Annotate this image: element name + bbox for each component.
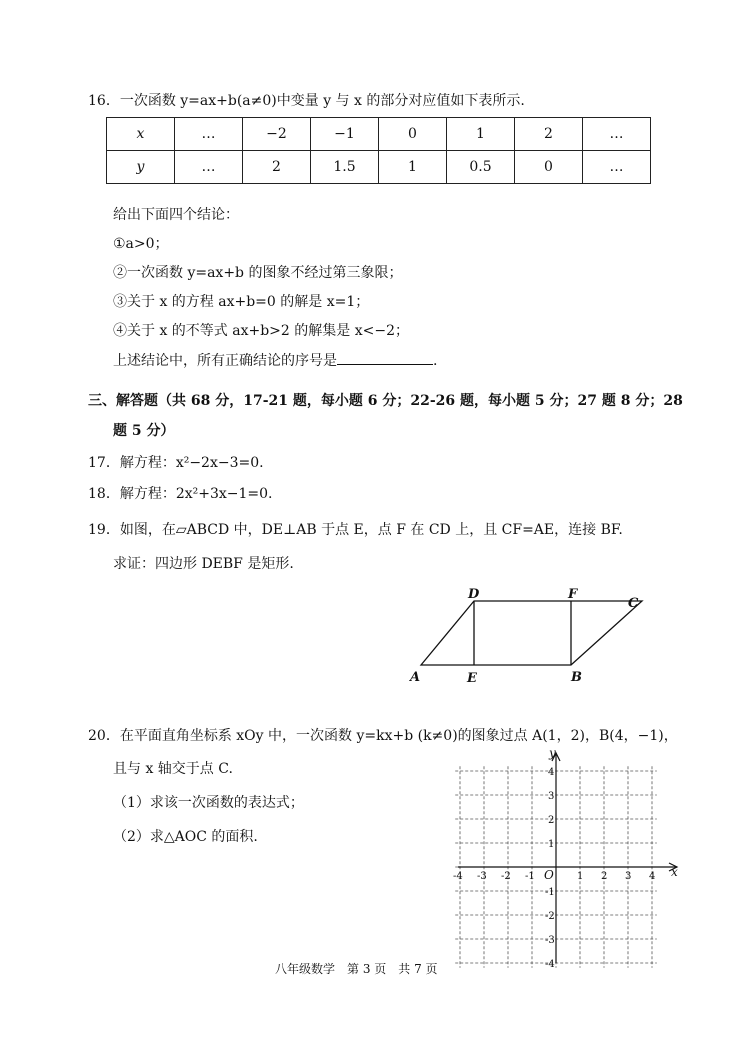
q18: 18．解方程：2x²+3x−1=0. [88,486,273,502]
table-cell: 2 [515,118,583,151]
y-tick-label: -2 [545,911,555,922]
origin-label: O [544,868,554,882]
label-b: B [571,670,582,685]
section3-header-line1: 三、解答题（共 68 分，17-21 题，每小题 6 分；22-26 题，每小题 5 分；27 题 8 分；28 [88,393,683,409]
parallelogram-figure [400,585,650,690]
y-tick-label: 3 [548,791,555,802]
table-row [107,118,651,151]
q19-prove: 求证：四边形 DEBF 是矩形. [113,556,294,572]
value-table [106,117,651,184]
y-tick-label: 2 [548,815,555,826]
label-d: D [468,587,480,602]
answer-blank [337,350,433,365]
table-cell: −1 [311,118,379,151]
parallelogram-abcd [421,601,642,665]
q16-question-text: 上述结论中，所有正确结论的序号是 [113,353,337,369]
table-cell: y [107,151,175,184]
table-cell: … [583,151,651,184]
q20-line2: 且与 x 轴交于点 C. [113,761,233,777]
table-cell: … [175,151,243,184]
q20-part2: （2）求△AOC 的面积. [113,829,258,845]
x-tick-label: 2 [601,871,608,882]
x-tick-label: -1 [525,871,535,882]
x-tick-label: 1 [577,871,584,882]
x-tick-label: 4 [649,871,656,882]
x-tick-label: -2 [501,871,511,882]
y-tick-label: -3 [545,935,555,946]
q16-intro: 给出下面四个结论： [113,207,239,223]
table-cell: 2 [243,151,311,184]
table-cell: … [583,118,651,151]
y-axis-label: y [549,746,556,760]
q20-part1: （1）求该一次函数的表达式； [113,795,304,811]
label-a: A [410,670,421,685]
y-tick-label: -4 [545,959,555,970]
table-cell: 0 [515,151,583,184]
x-tick-label: 3 [625,871,632,882]
section3-header-line2: 题 5 分） [113,423,175,439]
x-tick-label: -4 [453,871,463,882]
label-f: F [568,587,578,602]
y-tick-label: 4 [548,767,555,778]
q19-stem: 19．如图，在▱ABCD 中，DE⊥AB 于点 E，点 F 在 CD 上，且 CF=AE，连接 BF. [88,522,623,538]
table-cell: 1 [379,151,447,184]
q16-conclusion-2: ②一次函数 y=ax+b 的图象不经过第三象限； [113,265,403,281]
label-c: C [628,596,639,611]
table-cell: … [175,118,243,151]
table-row [107,151,651,184]
q16-question [113,350,437,370]
q16-conclusion-3: ③关于 x 的方程 ax+b=0 的解是 x=1； [113,294,370,310]
table-cell: 1.5 [311,151,379,184]
table-cell: −2 [243,118,311,151]
table-cell: 1 [447,118,515,151]
y-tick-label: 1 [548,839,555,850]
table-cell: 0.5 [447,151,515,184]
q17: 17．解方程：x²−2x−3=0. [88,455,264,471]
x-tick-label: -3 [477,871,487,882]
coordinate-grid [455,745,690,970]
q16-conclusion-4: ④关于 x 的不等式 ax+b>2 的解集是 x<−2； [113,323,409,339]
table-cell: x [107,118,175,151]
q20-stem: 20．在平面直角坐标系 xOy 中，一次函数 y=kx+b (k≠0)的图象过点 A(1，2)，B(4，−1)， [88,728,678,744]
q16-question-end: . [433,353,438,369]
q16-stem: 16．一次函数 y=ax+b(a≠0)中变量 y 与 x 的部分对应值如下表所示. [88,93,525,109]
x-axis-label: x [671,865,678,879]
page-footer: 八年级数学 第 3 页 共 7 页 [275,962,438,976]
label-e: E [467,671,477,686]
table-cell: 0 [379,118,447,151]
y-tick-label: -1 [545,887,555,898]
q16-conclusion-1: ①a>0； [113,236,169,252]
